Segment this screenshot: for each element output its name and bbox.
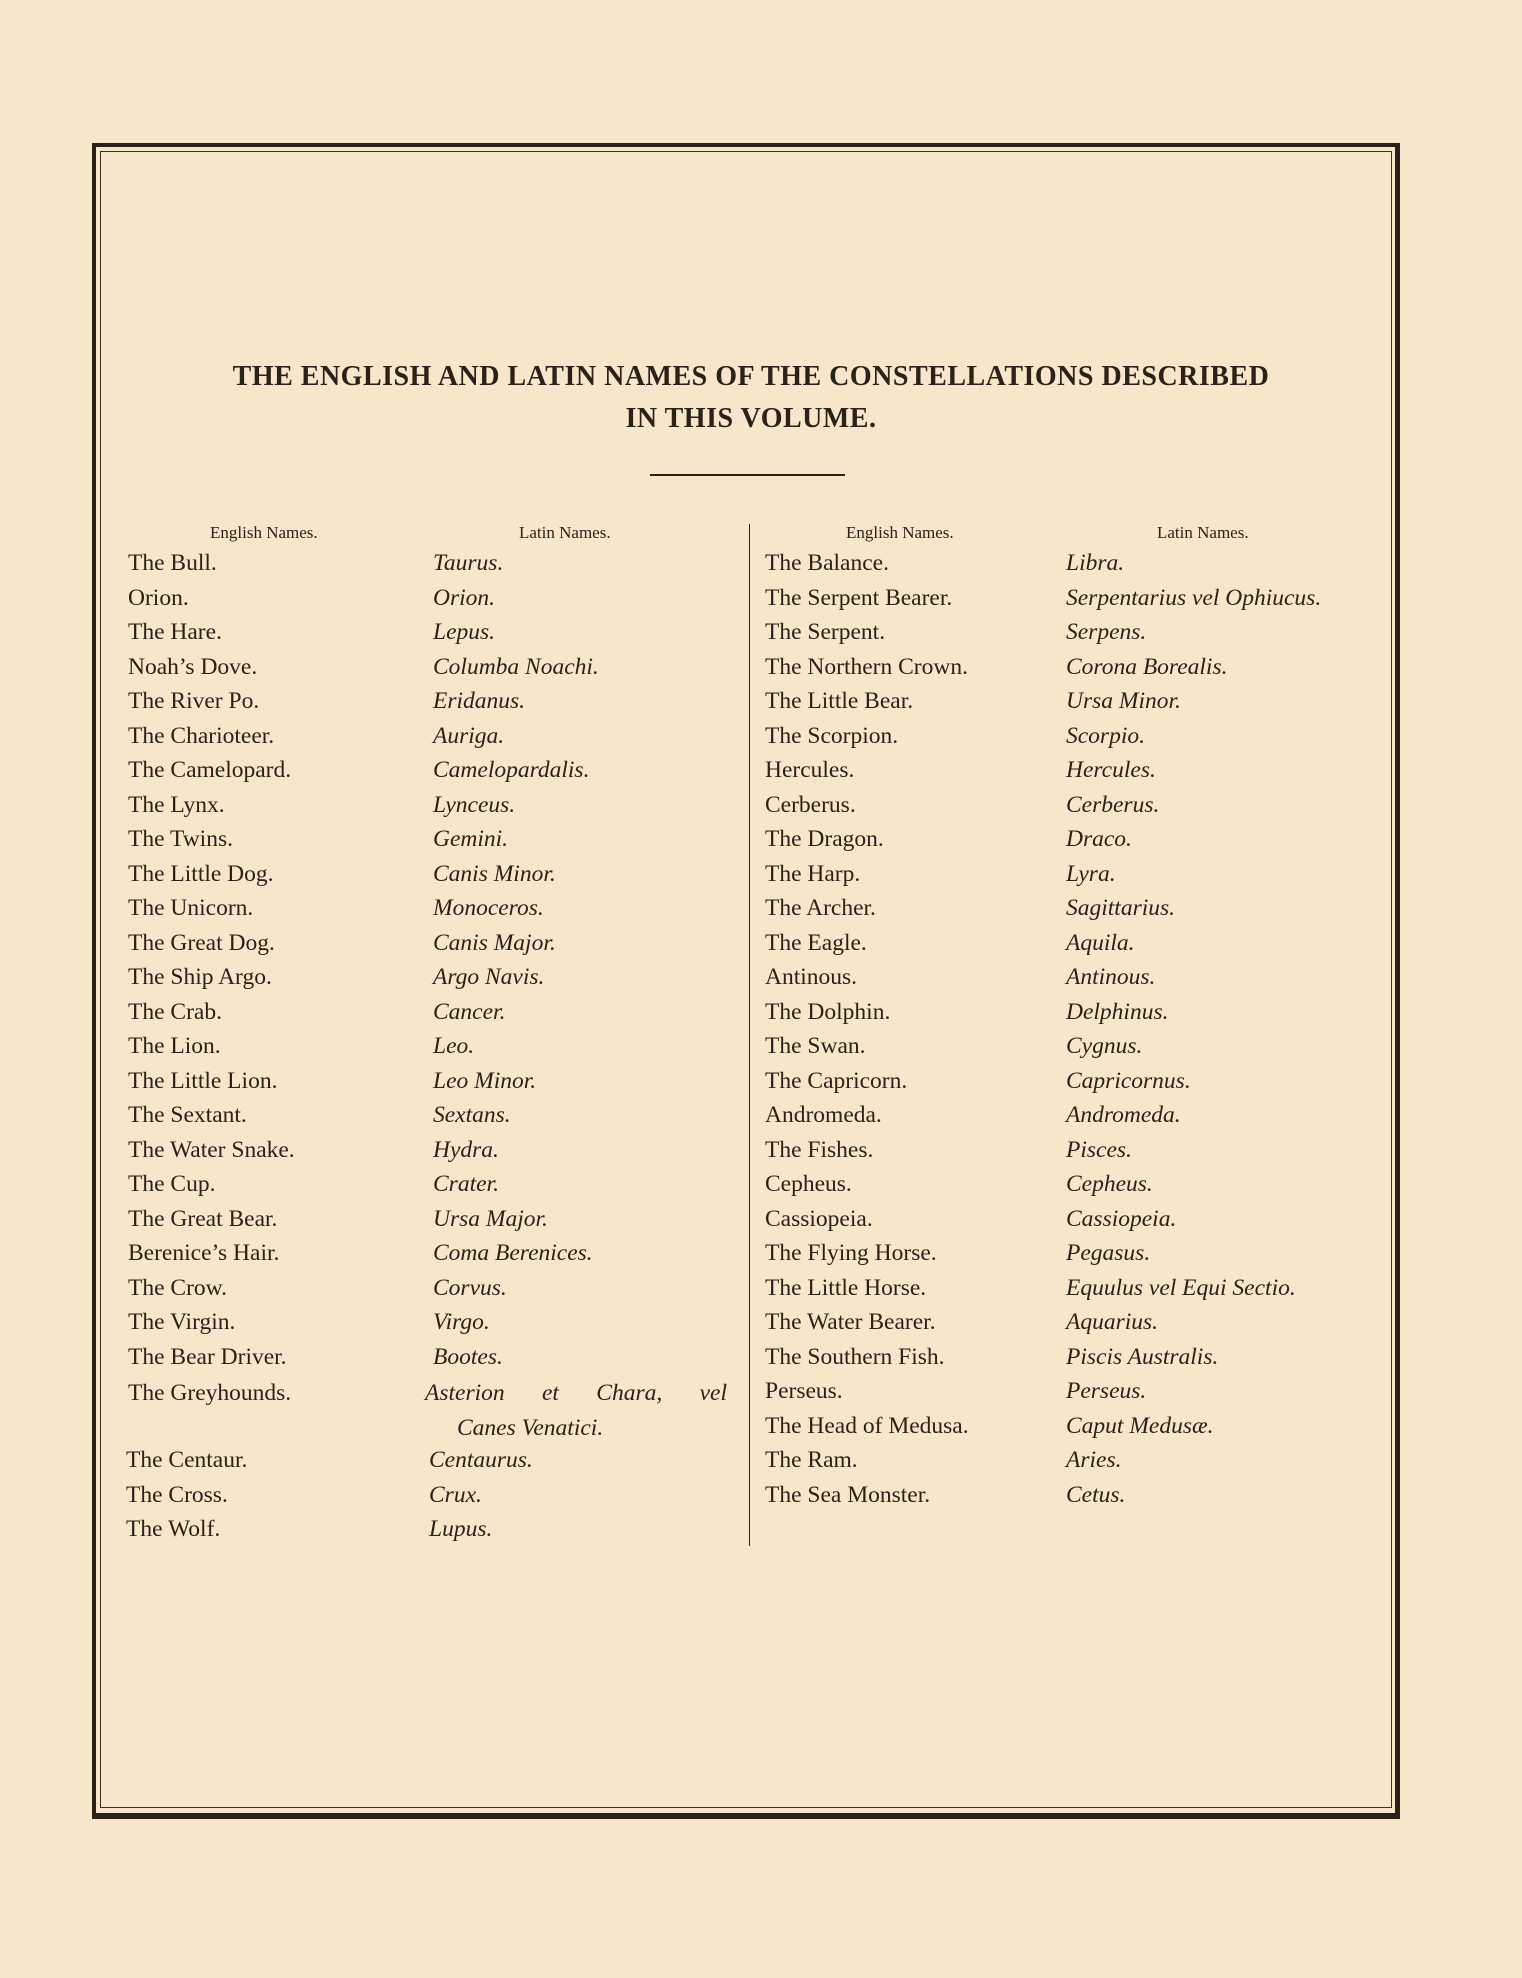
right-latin-header: Latin Names. bbox=[1157, 523, 1249, 542]
page-title bbox=[120, 356, 1382, 440]
greyhounds-latin-word: et bbox=[541, 1380, 559, 1406]
english-name: Cerberus. bbox=[765, 791, 856, 818]
latin-name: Centaurus. bbox=[429, 1447, 533, 1473]
latin-name: Equulus vel Equi Sectio. bbox=[1066, 1274, 1296, 1301]
english-name: The Little Lion. bbox=[128, 1067, 278, 1094]
latin-name: Columba Noachi. bbox=[433, 653, 599, 680]
english-name: The Hare. bbox=[128, 619, 222, 645]
latin-name: Eridanus. bbox=[433, 688, 526, 714]
greyhounds-latin bbox=[425, 1376, 727, 1445]
latin-name: Orion. bbox=[433, 584, 496, 611]
english-name: The Serpent Bearer. bbox=[765, 584, 953, 611]
latin-name: Monoceros. bbox=[433, 895, 544, 921]
english-name: The Twins. bbox=[128, 826, 233, 852]
english-name: The Archer. bbox=[765, 895, 876, 921]
latin-name: Lynceus. bbox=[433, 791, 516, 818]
english-name: The Little Horse. bbox=[765, 1274, 927, 1301]
english-name: The Ram. bbox=[765, 1447, 858, 1473]
latin-name: Virgo. bbox=[433, 1309, 490, 1335]
latin-name: Canis Minor. bbox=[433, 860, 556, 887]
latin-name: Auriga. bbox=[433, 722, 505, 749]
english-name: The Serpent. bbox=[765, 619, 886, 645]
title-rule bbox=[650, 474, 845, 476]
left-latin-header: Latin Names. bbox=[519, 523, 611, 542]
english-name: The Sextant. bbox=[128, 1102, 247, 1128]
latin-name: Corvus. bbox=[433, 1274, 507, 1301]
latin-name: Piscis Australis. bbox=[1066, 1343, 1219, 1370]
page-title-line-2: IN THIS VOLUME. bbox=[625, 403, 877, 434]
latin-name: Cancer. bbox=[433, 998, 506, 1025]
greyhounds-latin-word: Chara, bbox=[596, 1380, 663, 1406]
english-name: The Southern Fish. bbox=[765, 1343, 945, 1370]
latin-name: Serpens. bbox=[1066, 619, 1147, 645]
english-name: The Sea Monster. bbox=[765, 1481, 931, 1508]
latin-name: Sagittarius. bbox=[1066, 895, 1176, 921]
greyhounds-latin-line-2: Canes Venatici. bbox=[457, 1414, 604, 1441]
latin-name: Crater. bbox=[433, 1171, 499, 1197]
english-name: The Lynx. bbox=[128, 791, 225, 818]
column-divider bbox=[749, 524, 750, 1546]
english-name: Cepheus. bbox=[765, 1171, 852, 1197]
english-name: The Little Bear. bbox=[765, 688, 914, 714]
latin-name: Pisces. bbox=[1066, 1136, 1132, 1163]
latin-name: Libra. bbox=[1066, 550, 1125, 576]
latin-name: Cepheus. bbox=[1066, 1171, 1153, 1197]
page-title-line-1: THE ENGLISH AND LATIN NAMES OF THE CONSTELLATIONS DESCRIBED bbox=[232, 361, 1270, 392]
english-name: The Capricorn. bbox=[765, 1067, 908, 1094]
latin-name: Camelopardalis. bbox=[433, 757, 590, 783]
latin-name: Cassiopeia. bbox=[1066, 1205, 1177, 1232]
english-name: The Dragon. bbox=[765, 826, 884, 852]
latin-name: Cerberus. bbox=[1066, 791, 1160, 818]
latin-name: Taurus. bbox=[433, 550, 504, 576]
english-name: The Centaur. bbox=[126, 1447, 248, 1473]
english-name: The Water Snake. bbox=[128, 1136, 295, 1163]
english-name: The Wolf. bbox=[126, 1516, 221, 1542]
english-name: The Bear Driver. bbox=[128, 1343, 287, 1370]
latin-name: Capricornus. bbox=[1066, 1067, 1191, 1094]
english-name: The Great Dog. bbox=[128, 929, 275, 956]
english-name: The Fishes. bbox=[765, 1136, 874, 1163]
latin-name: Lyra. bbox=[1066, 860, 1116, 887]
english-name: The Water Bearer. bbox=[765, 1309, 936, 1335]
latin-name: Coma Berenices. bbox=[433, 1240, 593, 1266]
latin-name: Lepus. bbox=[433, 619, 496, 645]
right-english-header: English Names. bbox=[846, 523, 954, 542]
latin-name: Pegasus. bbox=[1066, 1240, 1151, 1266]
english-name: The Eagle. bbox=[765, 929, 867, 956]
greyhounds-latin-word: Asterion bbox=[425, 1380, 505, 1406]
latin-name: Aries. bbox=[1066, 1447, 1122, 1473]
latin-name: Canis Major. bbox=[433, 929, 556, 956]
latin-name: Draco. bbox=[1066, 826, 1132, 852]
latin-name: Lupus. bbox=[429, 1516, 493, 1542]
english-name: Noah’s Dove. bbox=[128, 653, 258, 680]
english-name: Orion. bbox=[128, 584, 189, 611]
english-name: The Flying Horse. bbox=[765, 1240, 937, 1266]
latin-name: Ursa Major. bbox=[433, 1205, 548, 1232]
english-name: Andromeda. bbox=[765, 1102, 882, 1128]
english-name: The Bull. bbox=[128, 550, 217, 576]
latin-name: Ursa Minor. bbox=[1066, 688, 1181, 714]
latin-name: Aquarius. bbox=[1066, 1309, 1159, 1335]
english-name: The Lion. bbox=[128, 1033, 221, 1059]
latin-name: Perseus. bbox=[1066, 1378, 1147, 1404]
latin-name: Cygnus. bbox=[1066, 1033, 1143, 1059]
english-name: Hercules. bbox=[765, 757, 855, 783]
latin-name: Argo Navis. bbox=[433, 964, 545, 990]
latin-name: Bootes. bbox=[433, 1343, 503, 1370]
english-name: The Unicorn. bbox=[128, 895, 254, 921]
english-name: The Balance. bbox=[765, 550, 889, 576]
english-name: The Crow. bbox=[128, 1274, 227, 1301]
latin-name: Gemini. bbox=[433, 826, 509, 852]
english-name: The Cross. bbox=[126, 1481, 228, 1508]
english-name: The Great Bear. bbox=[128, 1205, 278, 1232]
latin-name: Scorpio. bbox=[1066, 722, 1145, 749]
left-english-header: English Names. bbox=[210, 523, 318, 542]
latin-name: Corona Borealis. bbox=[1066, 653, 1228, 680]
latin-name: Sextans. bbox=[433, 1102, 511, 1128]
greyhounds-english: The Greyhounds. bbox=[128, 1380, 292, 1406]
latin-name: Aquila. bbox=[1066, 929, 1135, 956]
latin-name: Leo Minor. bbox=[433, 1067, 537, 1094]
latin-name: Cetus. bbox=[1066, 1481, 1126, 1508]
english-name: The Ship Argo. bbox=[128, 964, 272, 990]
english-name: The Virgin. bbox=[128, 1309, 236, 1335]
english-name: Cassiopeia. bbox=[765, 1205, 873, 1232]
english-name: Antinous. bbox=[765, 964, 858, 990]
latin-name: Hydra. bbox=[433, 1136, 499, 1163]
english-name: Berenice’s Hair. bbox=[128, 1240, 280, 1266]
greyhounds-latin-word: vel bbox=[699, 1380, 727, 1406]
english-name: The Camelopard. bbox=[128, 757, 292, 783]
english-name: The Head of Medusa. bbox=[765, 1412, 969, 1439]
latin-name: Crux. bbox=[429, 1481, 482, 1508]
english-name: The Charioteer. bbox=[128, 722, 275, 749]
english-name: The Harp. bbox=[765, 860, 861, 887]
english-name: The Cup. bbox=[128, 1171, 216, 1197]
english-name: The Little Dog. bbox=[128, 860, 274, 887]
latin-name: Leo. bbox=[433, 1033, 475, 1059]
english-name: The Northern Crown. bbox=[765, 653, 968, 680]
latin-name: Hercules. bbox=[1066, 757, 1156, 783]
latin-name: Andromeda. bbox=[1066, 1102, 1181, 1128]
latin-name: Caput Medusæ. bbox=[1066, 1412, 1214, 1439]
english-name: The Scorpion. bbox=[765, 722, 899, 749]
english-name: Perseus. bbox=[765, 1378, 843, 1404]
english-name: The Crab. bbox=[128, 998, 222, 1025]
english-name: The Swan. bbox=[765, 1033, 866, 1059]
latin-name: Delphinus. bbox=[1066, 998, 1169, 1025]
latin-name: Serpentarius vel Ophiucus. bbox=[1066, 584, 1322, 611]
english-name: The Dolphin. bbox=[765, 998, 891, 1025]
latin-name: Antinous. bbox=[1066, 964, 1156, 990]
english-name: The River Po. bbox=[128, 688, 260, 714]
